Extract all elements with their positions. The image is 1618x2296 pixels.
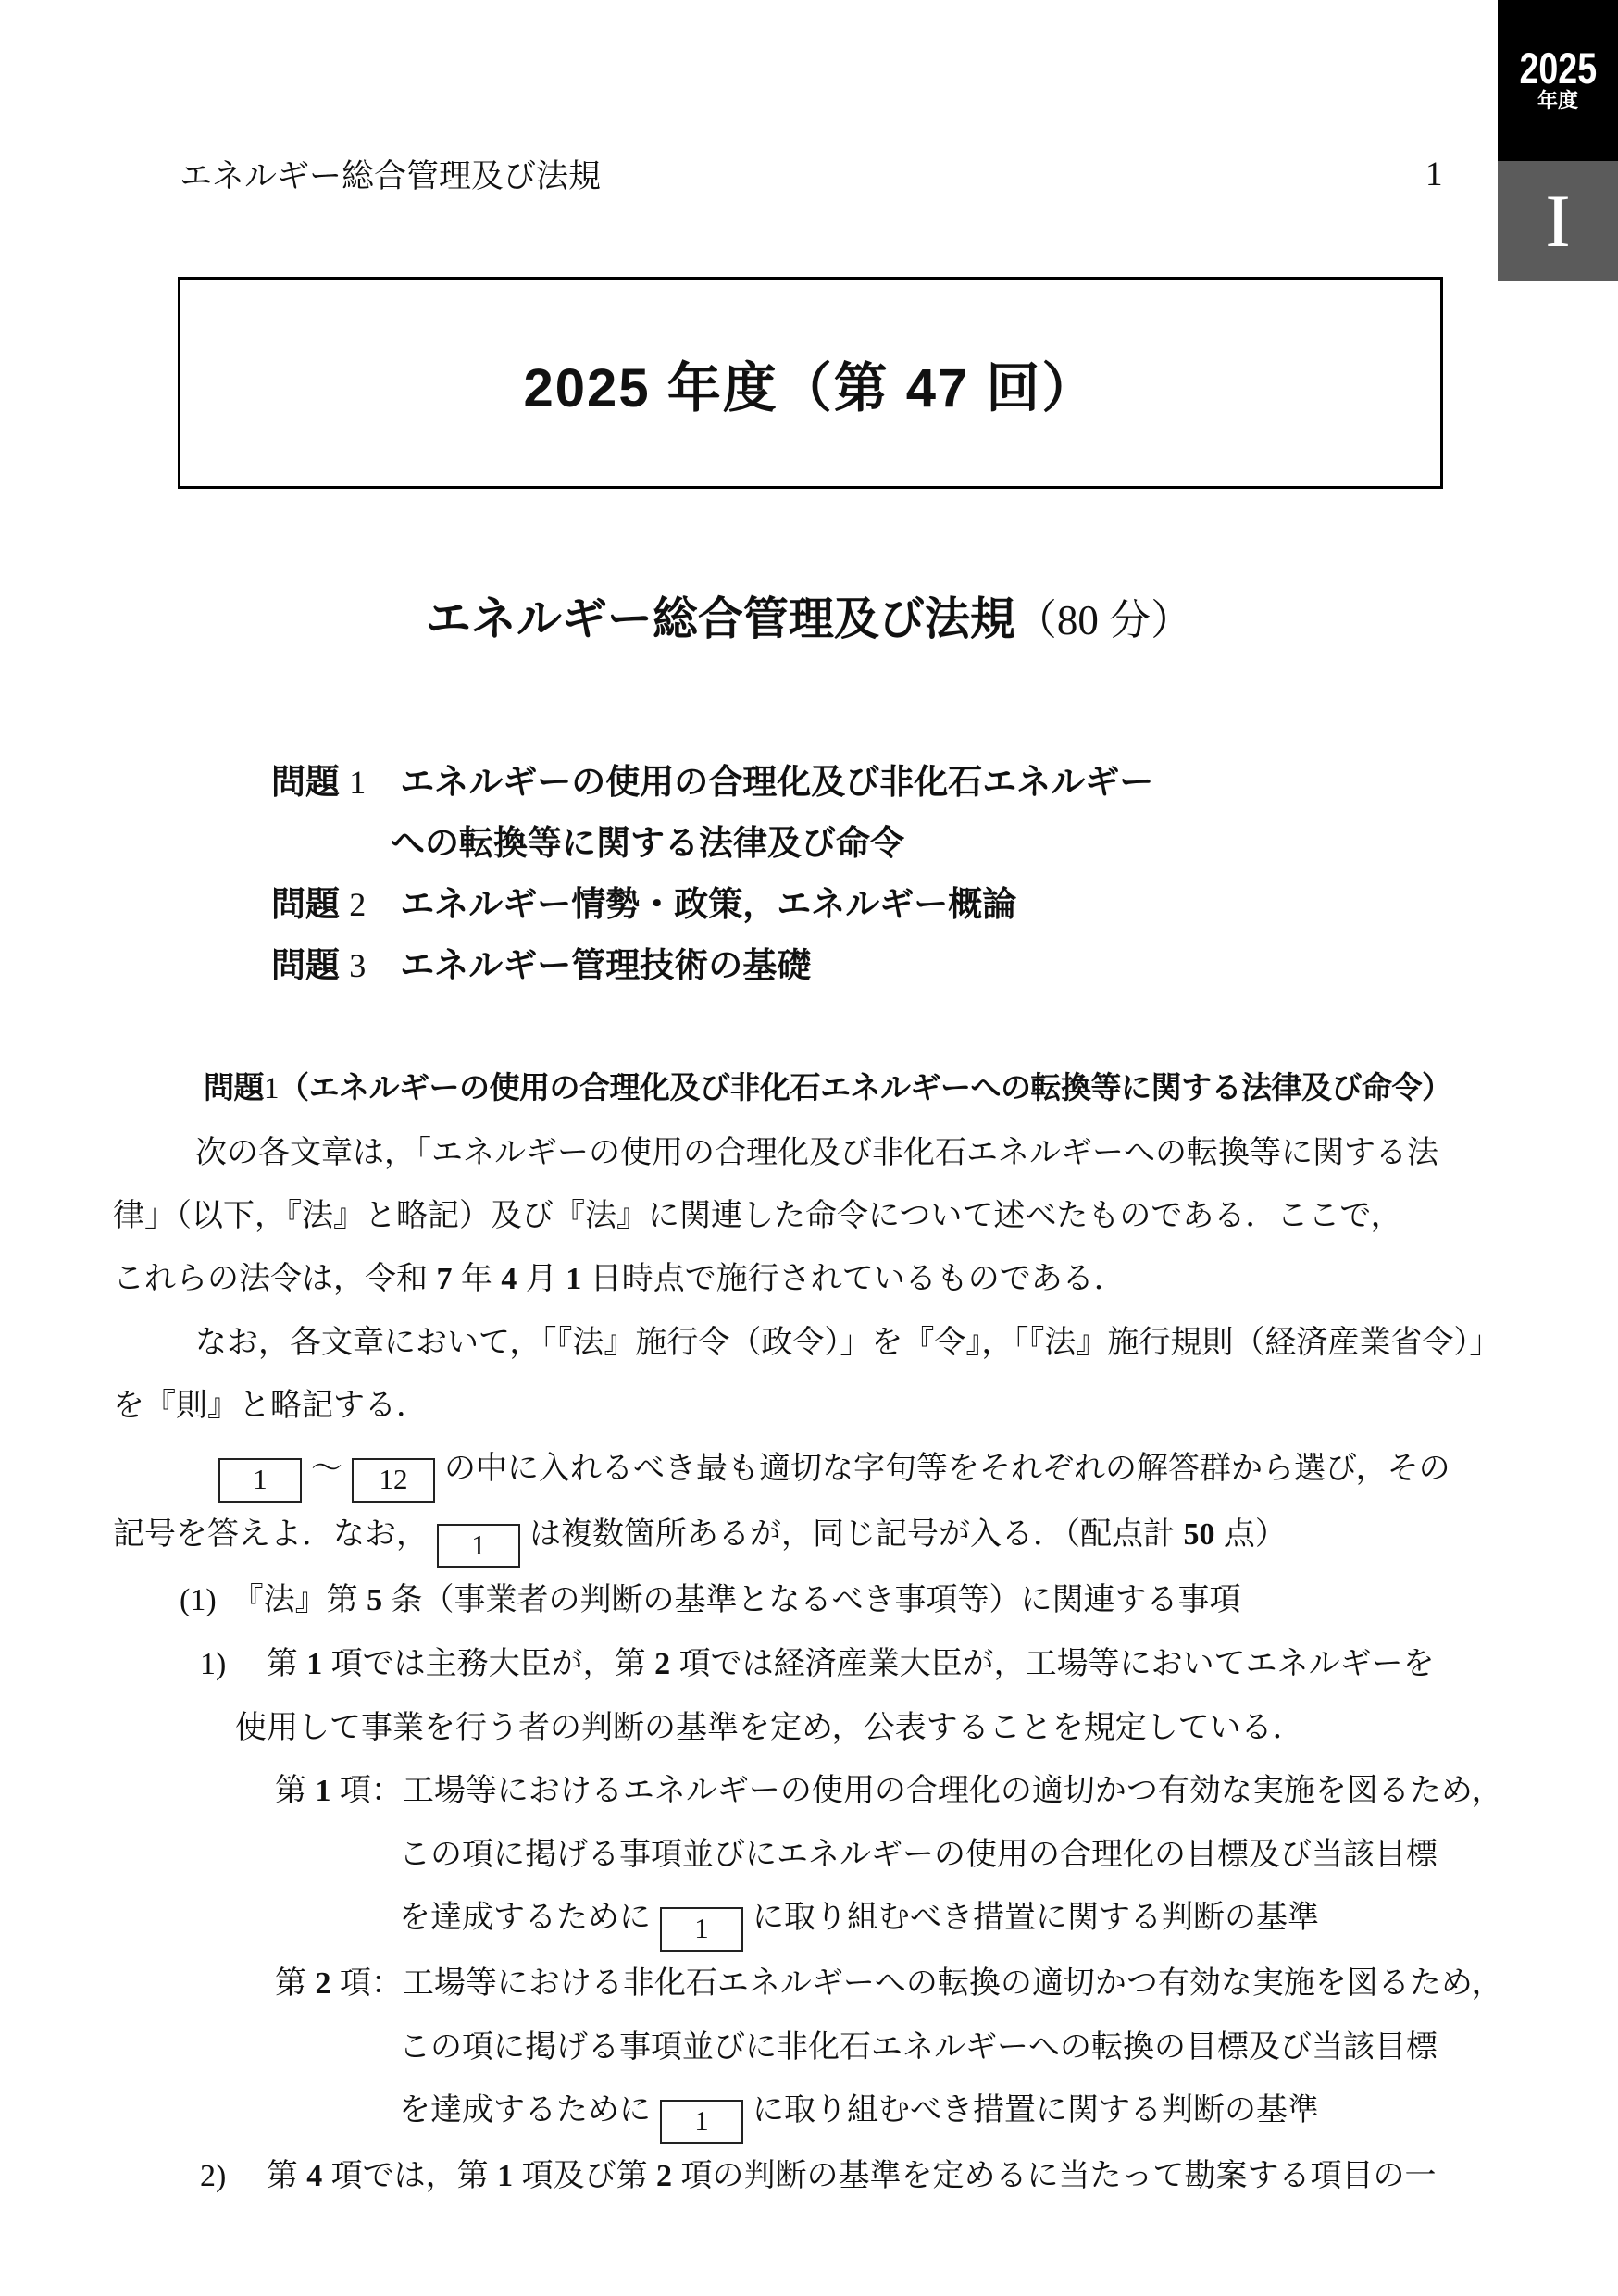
exam-title-duration: （80 分） xyxy=(1014,597,1193,643)
number-bold: 2 xyxy=(315,1966,331,2001)
page-number: 1 xyxy=(1425,156,1443,193)
text-run: に取り組むべき措置に関する判断の基準 xyxy=(753,1900,1319,1935)
text-line xyxy=(271,813,1153,874)
number-bold: 4 xyxy=(501,1262,517,1296)
text-run: 項では経済産業大臣が，工場等においてエネルギーを xyxy=(670,1646,1435,1681)
number: 2 xyxy=(349,886,367,923)
text-run: を達成するために xyxy=(399,2092,651,2128)
text-line xyxy=(113,1184,1503,1247)
text-line xyxy=(113,1952,1503,2015)
number-bold: 7 xyxy=(436,1262,453,1296)
body-text xyxy=(113,1121,1503,2208)
number: 1) xyxy=(200,1647,227,1681)
number-bold: 2 xyxy=(654,1647,671,1681)
text-run: 点） xyxy=(1214,1516,1287,1552)
text-run: 『法』第 xyxy=(216,1582,367,1617)
text-run: 項の判断の基準を定めるに当たって勘案する項目の一 xyxy=(672,2158,1437,2193)
text-run: エネルギーの使用の合理化及び非化石エネルギー xyxy=(366,763,1154,801)
number-bold: 50 xyxy=(1183,1517,1215,1552)
text-run: これらの法令は，令和 xyxy=(113,1261,437,1296)
text-run: 問題 xyxy=(271,946,350,984)
text-run: に取り組むべき措置に関する判断の基準 xyxy=(753,2092,1319,2128)
exam-title-subject: エネルギー総合管理及び法規 xyxy=(425,594,1015,644)
number-bold: 2 xyxy=(656,2159,673,2193)
text-line xyxy=(113,1823,1503,1886)
text-run: 第 xyxy=(275,1773,316,1808)
answer-box: 1 xyxy=(218,1458,302,1503)
number: (1) xyxy=(180,1583,217,1617)
text-run: 次の各文章は，「エネルギーの使用の合理化及び非化石エネルギーへの転換等に関する法 xyxy=(195,1135,1438,1170)
text-run: の中に入れるべき最も適切な字句等をそれぞれの解答群から選び，その xyxy=(444,1451,1450,1486)
question-index xyxy=(271,752,1153,996)
year-tab-number: 2025 xyxy=(1519,44,1597,93)
text-run: 日時点で施行されているものである． xyxy=(581,1261,1126,1296)
text-line xyxy=(113,2015,1503,2078)
year-tab-label: 年度 xyxy=(1537,89,1578,112)
text-line xyxy=(113,1759,1503,1823)
answer-box: 1 xyxy=(660,2100,743,2144)
text-run: 第 xyxy=(275,1965,316,2001)
number-bold: 1 xyxy=(566,1262,582,1296)
text-run: 項及び第 xyxy=(513,2158,657,2193)
answer-box: 1 xyxy=(437,1524,520,1568)
text-run: ～ xyxy=(311,1451,342,1486)
corner-tab xyxy=(1498,0,1618,281)
text-run: 項：工場等における非化石エネルギーへの転換の適切かつ有効な実施を図るため， xyxy=(330,1965,1503,2001)
text-run: 記号を答えよ．なお， xyxy=(113,1516,428,1552)
text-run: 年 xyxy=(452,1261,502,1296)
text-line xyxy=(113,2144,1503,2208)
text-line xyxy=(271,935,1153,996)
text-line xyxy=(113,1311,1503,1374)
text-run: 月 xyxy=(517,1261,566,1296)
number: 1 xyxy=(349,764,367,801)
text-run: を『則』と略記する． xyxy=(113,1388,428,1423)
section-roman-tab xyxy=(1498,161,1618,281)
round-title: 2025 年度（第 47 回） xyxy=(523,357,1098,418)
text-run: を達成するために xyxy=(399,1900,651,1935)
text-run: 問題 xyxy=(271,763,350,801)
text-run: 項では，第 xyxy=(322,2158,498,2193)
text-run: への転換等に関する法律及び命令 xyxy=(391,824,904,862)
text-line xyxy=(113,1568,1503,1632)
text-run: 律」（以下，『法』と略記）及び『法』に関連した命令について述べたものである．ここで， xyxy=(113,1198,1402,1233)
text-run: 問題 xyxy=(204,1070,264,1104)
text-line xyxy=(113,1374,1503,1437)
text-line xyxy=(113,1437,1503,1503)
text-run: エネルギー管理技術の基礎 xyxy=(366,946,812,984)
text-run: （エネルギーの使用の合理化及び非化石エネルギーへの転換等に関する法律及び命令） xyxy=(279,1070,1452,1104)
text-run: は複数箇所あるが，同じ記号が入る．（配点計 xyxy=(529,1516,1184,1552)
number-bold: 1 xyxy=(315,1774,331,1808)
text-run: エネルギー情勢・政策，エネルギー概論 xyxy=(366,885,1017,923)
header-subject: エネルギー総合管理及び法規 xyxy=(180,158,602,194)
text-run: 第 xyxy=(226,1646,307,1681)
text-line xyxy=(113,1632,1503,1696)
number-bold: 1 xyxy=(306,1647,323,1681)
number: 1 xyxy=(264,1072,279,1105)
number-bold: 1 xyxy=(497,2159,514,2193)
text-line xyxy=(271,874,1153,935)
section-roman-numeral: I xyxy=(1545,179,1571,263)
text-run: 第 xyxy=(226,2158,307,2193)
number: 2) xyxy=(200,2159,227,2193)
answer-box: 12 xyxy=(352,1458,435,1503)
text-run: この項に掲げる事項並びに非化石エネルギーへの転換の目標及び当該目標 xyxy=(399,2029,1438,2065)
section-heading xyxy=(204,1067,1452,1110)
text-run: 条（事業者の判断の基準となるべき事項等）に関連する事項 xyxy=(382,1582,1241,1617)
text-line xyxy=(113,2078,1503,2144)
text-line xyxy=(113,1696,1503,1759)
number: 3 xyxy=(349,947,367,984)
text-line xyxy=(113,1886,1503,1952)
round-title-box xyxy=(178,277,1443,489)
text-run: 問題 xyxy=(271,885,350,923)
text-run: 項では主務大臣が，第 xyxy=(322,1646,655,1681)
text-run: なお，各文章において，「『法』施行令（政令）」を『令』，「『法』施行規則（経済産業省令）」 xyxy=(195,1325,1501,1360)
text-run: 項：工場等におけるエネルギーの使用の合理化の適切かつ有効な実施を図るため， xyxy=(330,1773,1503,1808)
number-bold: 5 xyxy=(367,1583,383,1617)
text-run: 使用して事業を行う者の判断の基準を定め，公表することを規定している． xyxy=(235,1710,1304,1745)
text-line xyxy=(113,1247,1503,1311)
text-line xyxy=(113,1503,1503,1568)
text-line xyxy=(271,752,1153,813)
number-bold: 4 xyxy=(306,2159,323,2193)
text-line xyxy=(204,1067,1452,1110)
year-tab xyxy=(1498,0,1618,161)
text-run: この項に掲げる事項並びにエネルギーの使用の合理化の目標及び当該目標 xyxy=(399,1837,1438,1872)
exam-title xyxy=(0,583,1618,648)
text-line xyxy=(113,1121,1503,1184)
answer-box: 1 xyxy=(660,1907,743,1952)
